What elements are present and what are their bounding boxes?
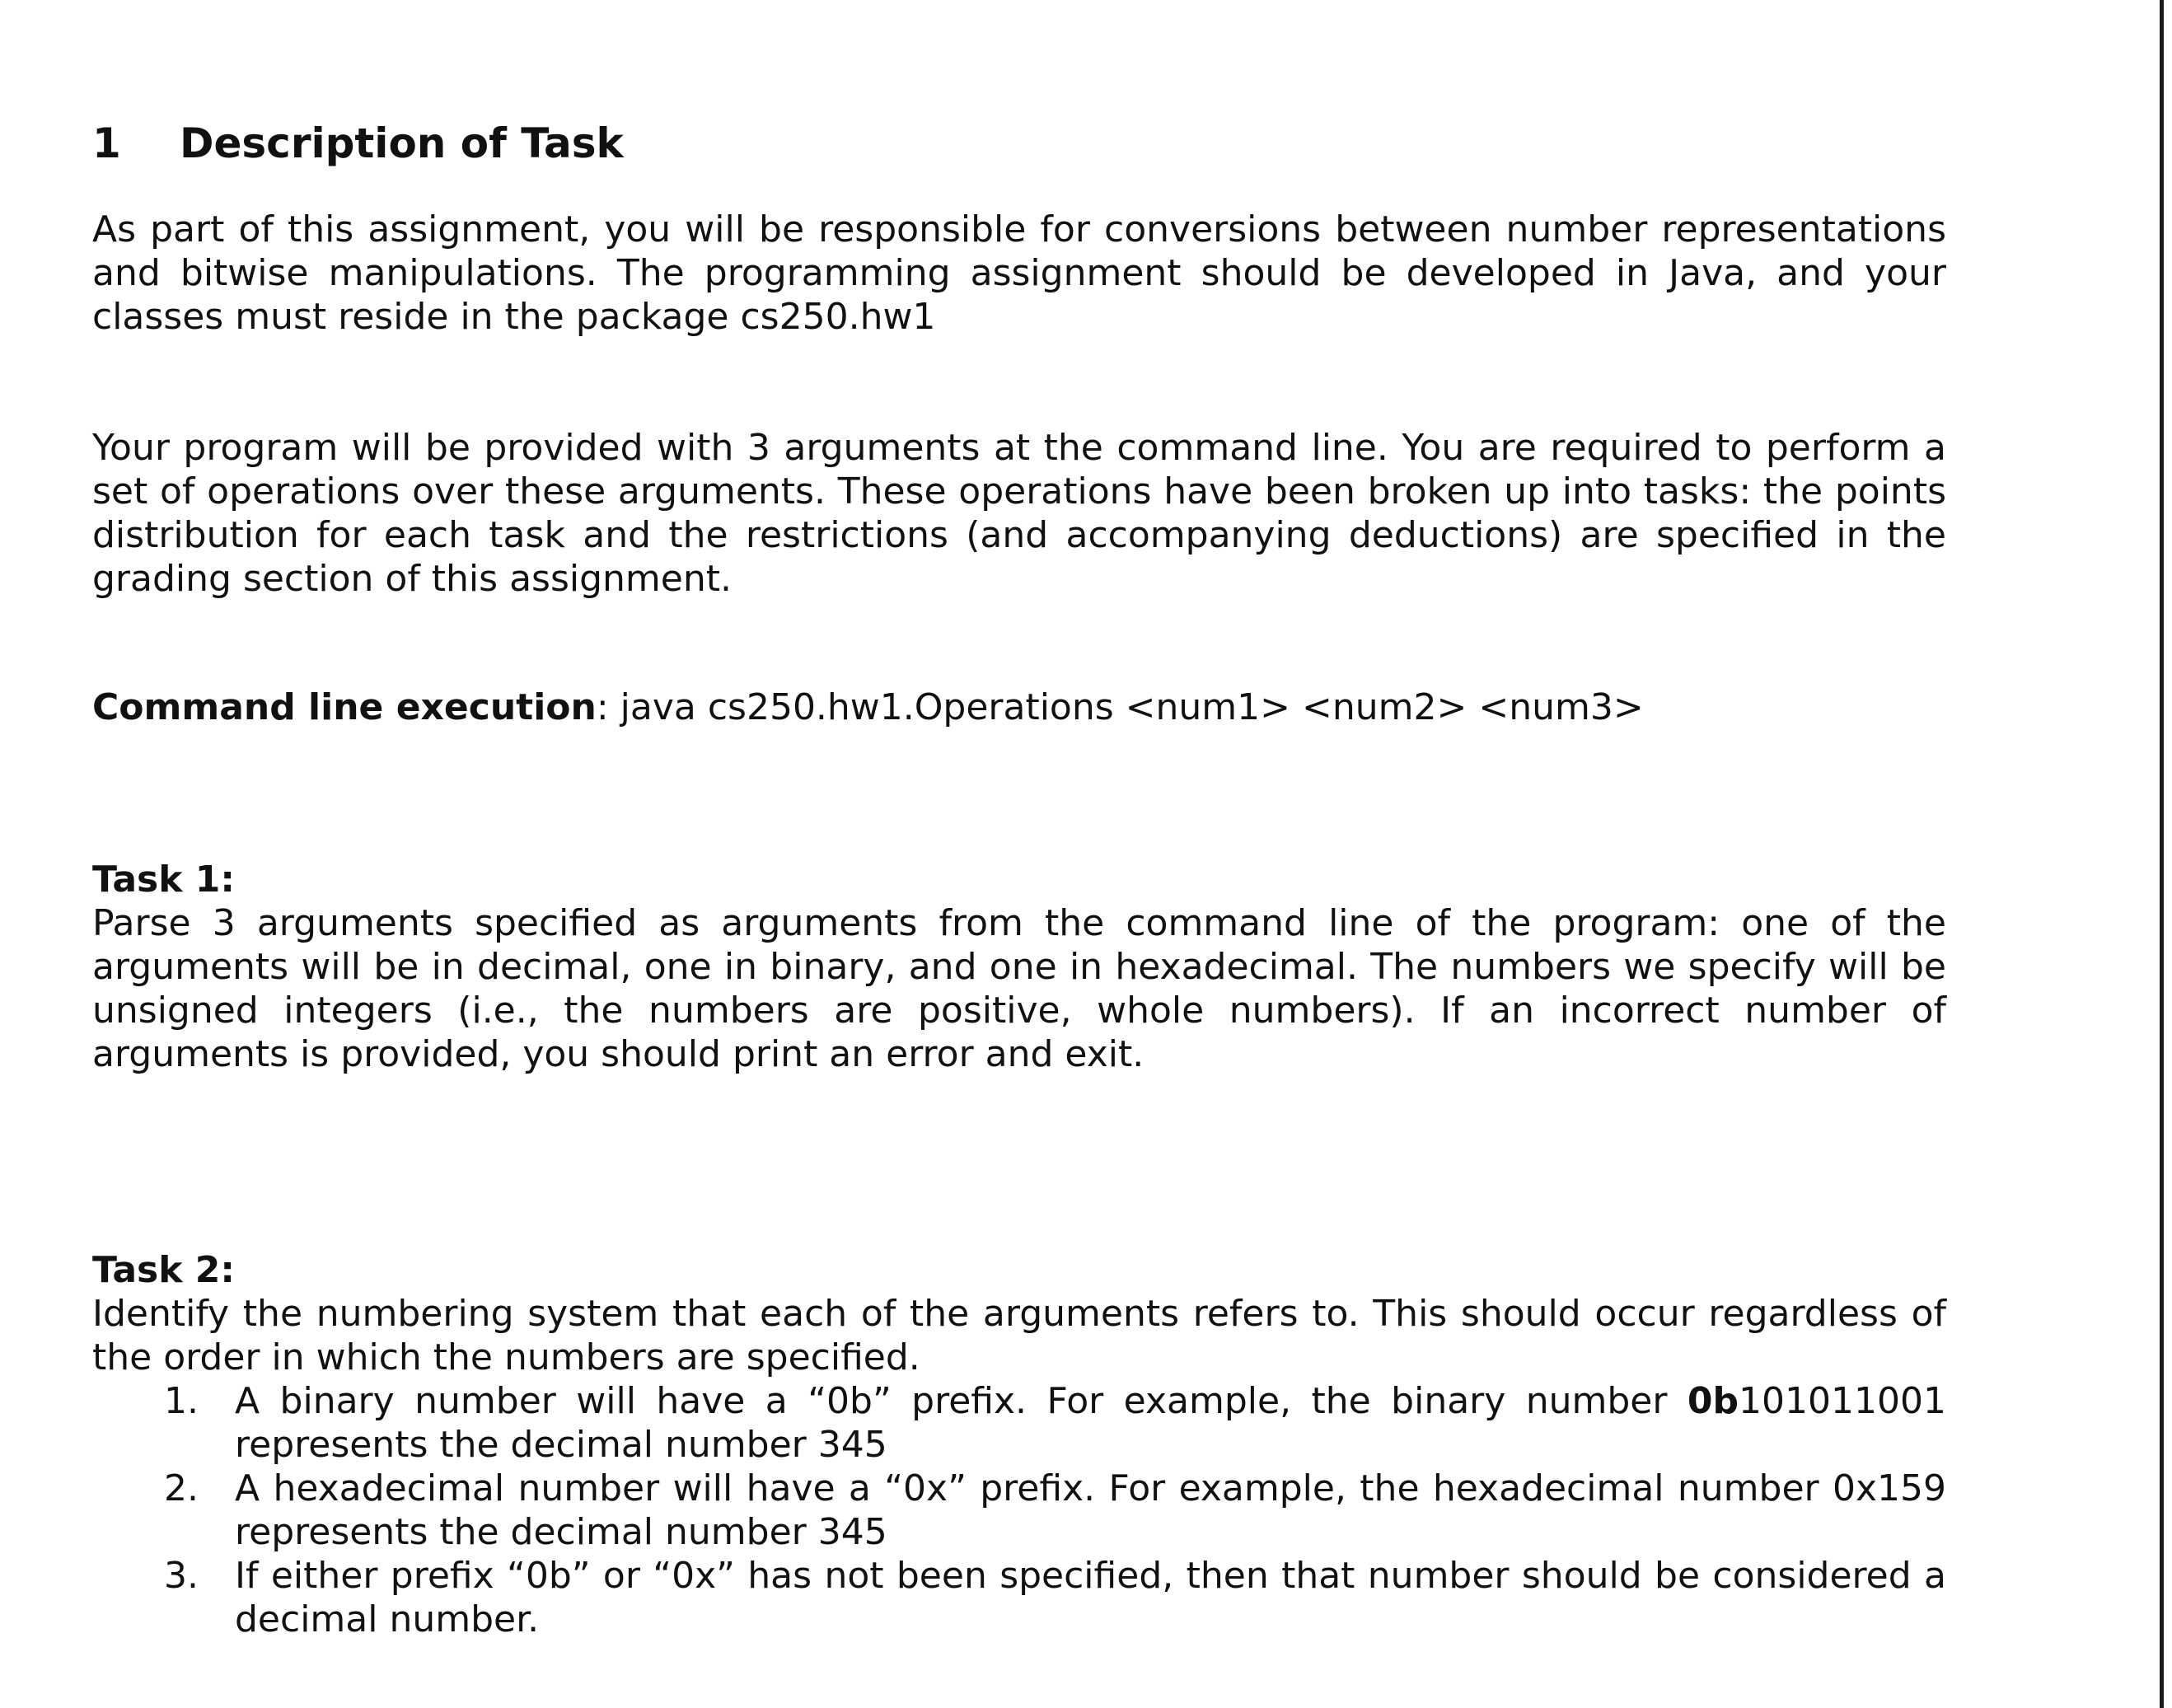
command-line-execution <box>92 686 1946 729</box>
page-edge-divider <box>2160 0 2164 1708</box>
list-marker: 3. <box>164 1555 199 1597</box>
task-2-body: Identify the numbering system that each of the arguments refers to. This should occur regardless of the order in which the numbers are specified. <box>92 1293 1946 1378</box>
task-1-body: Parse 3 arguments specified as arguments from the command line of the program: one of the arguments will be in decimal, one in binary, and one in hexadecimal. The numbers we specify will be unsigned integers (i.e., the numbers are positive, whole numbers). If an incorrect number of arguments is provided, you should print an error and exit. <box>92 902 1946 1075</box>
section-number: 1 <box>92 119 121 167</box>
section-heading <box>92 119 624 168</box>
list-item-text: If either prefix “0b” or “0x” has not been specified, then that number should be considered a decimal number. <box>235 1555 1946 1640</box>
list-item-text: A hexadecimal number will have a “0x” prefix. For example, the hexadecimal number 0x159 represents the decimal number 345 <box>235 1467 1946 1553</box>
list-item <box>92 1467 1946 1554</box>
list-item <box>92 1379 1946 1467</box>
task-1-title: Task 1: <box>92 859 236 901</box>
intro-paragraph-1: As part of this assignment, you will be responsible for conversions between number representations and bitwise manipulations. The programming assignment should be developed in Java, and your classes must reside in the package cs250.hw1 <box>92 208 1946 338</box>
list-marker: 1. <box>164 1380 199 1422</box>
list-item <box>92 1554 1946 1641</box>
section-title: Description of Task <box>180 119 624 167</box>
list-item-text-before: A binary number will have a “0b” prefix. For example, the binary number <box>235 1380 1688 1422</box>
binary-prefix: 0b <box>1687 1380 1739 1422</box>
list-item-text-after: 101011001 represents the decimal number 345 <box>235 1380 1946 1466</box>
list-marker: 2. <box>164 1467 199 1509</box>
task-2-list <box>92 1379 1946 1641</box>
command-text: java cs250.hw1.Operations <num1> <num2> <num3> <box>608 686 1644 728</box>
task-2-title: Task 2: <box>92 1249 236 1291</box>
command-separator: : <box>596 686 609 728</box>
command-label: Command line execution <box>92 686 597 728</box>
intro-paragraph-2: Your program will be provided with 3 arguments at the command line. You are required to perform a set of operations over these arguments. These operations have been broken up into tasks: the points distribution for each task and the restrictions (and accompanying deductions) are specified in the grading section of this assignment. <box>92 427 1946 600</box>
